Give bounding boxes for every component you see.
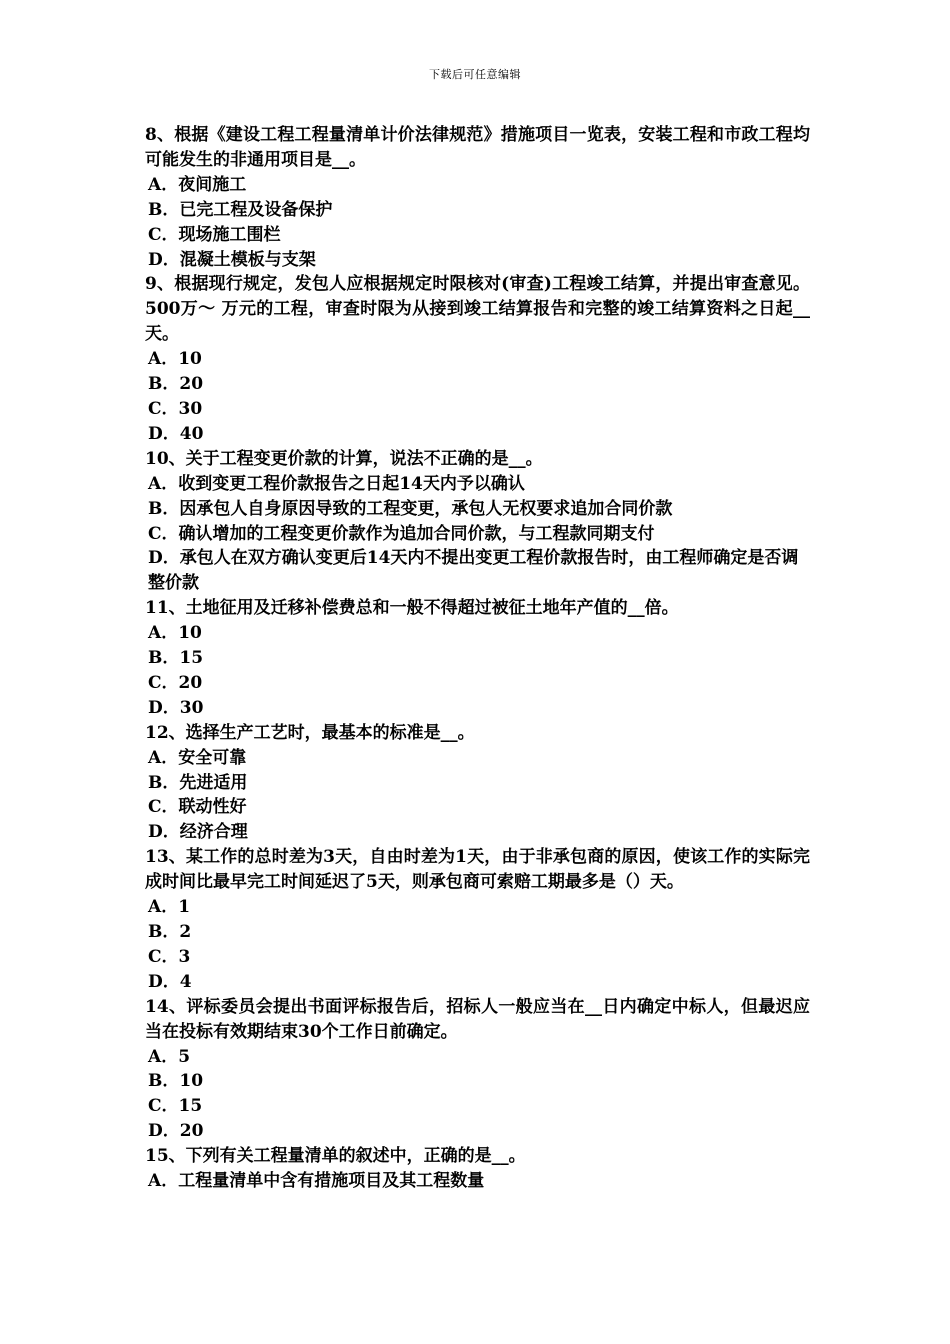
answer-option: B．20 [148,374,204,395]
question-block [145,123,810,272]
question-text: 9、根据现行规定，发包人应根据规定时限核对(审查)工程竣工结算，并提出审查意见。500万～ 万元的工程，审查时限为从接到竣工结算报告和完整的竣工结算资料之日起__天。 [145,274,810,345]
question-block [145,272,810,446]
question-text: 8、根据《建设工程工程量清单计价法律规范》措施项目一览表，安装工程和市政工程均可能发生的非通用项目是__。 [145,125,810,170]
question-text: 11、土地征用及迁移补偿费总和一般不得超过被征土地年产值的__倍。 [145,598,679,619]
answer-option: D．4 [148,971,192,992]
question-text: 10、关于工程变更价款的计算，说法不正确的是__。 [145,448,543,469]
question-block [145,596,810,721]
answer-option: B．先进适用 [148,772,248,793]
question-block [145,721,810,846]
question-block [145,1144,810,1194]
answer-option: D．30 [148,697,204,718]
answer-option: B．15 [148,648,204,669]
question-text: 14、评标委员会提出书面评标报告后，招标人一般应当在__日内确定中标人，但最迟应当在投标有效期结束30个工作日前确定。 [145,996,810,1042]
answer-option: C．30 [148,398,203,419]
answer-option: A．夜间施工 [148,174,247,195]
answer-option: C．现场施工围栏 [148,224,281,245]
question-list [145,123,810,1194]
answer-option: A．工程量清单中含有措施项目及其工程数量 [148,1171,485,1192]
answer-option: A．安全可靠 [148,747,247,768]
answer-option: A．10 [148,623,202,644]
question-text: 15、下列有关工程量清单的叙述中，正确的是__。 [145,1146,526,1167]
answer-option: D．混凝土模板与支架 [148,249,316,270]
question-block [145,995,810,1144]
answer-option: C．3 [148,946,191,967]
question-block [145,845,810,994]
answer-option: A．1 [148,897,191,918]
answer-option: B．已完工程及设备保护 [148,199,333,220]
answer-option: D．承包人在双方确认变更后14天内不提出变更工程价款报告时，由工程师确定是否调整价款 [148,548,799,594]
question-block [145,447,810,596]
answer-option: C．20 [148,672,203,693]
question-text: 12、选择生产工艺时，最基本的标准是__。 [145,722,475,743]
answer-option: C．确认增加的工程变更价款作为追加合同价款，与工程款同期支付 [148,523,655,544]
answer-option: B．因承包人自身原因导致的工程变更，承包人无权要求追加合同价款 [148,498,673,519]
question-text: 13、某工作的总时差为3天，自由时差为1天，由于非承包商的原因，使该工作的实际完成时间比最早完工时间延迟了5天，则承包商可索赔工期最多是（）天。 [145,847,810,893]
answer-option: A．5 [148,1046,191,1067]
answer-option: B．10 [148,1071,204,1092]
answer-option: A．收到变更工程价款报告之日起14天内予以确认 [148,473,525,494]
answer-option: D．40 [148,423,204,444]
answer-option: B．2 [148,922,192,942]
answer-option: A．10 [148,349,202,370]
answer-option: D．经济合理 [148,822,248,843]
answer-option: D．20 [148,1121,204,1142]
answer-option: C．15 [148,1096,203,1117]
page-header: 下载后可任意编辑 [429,68,521,81]
answer-option: C．联动性好 [148,797,247,818]
